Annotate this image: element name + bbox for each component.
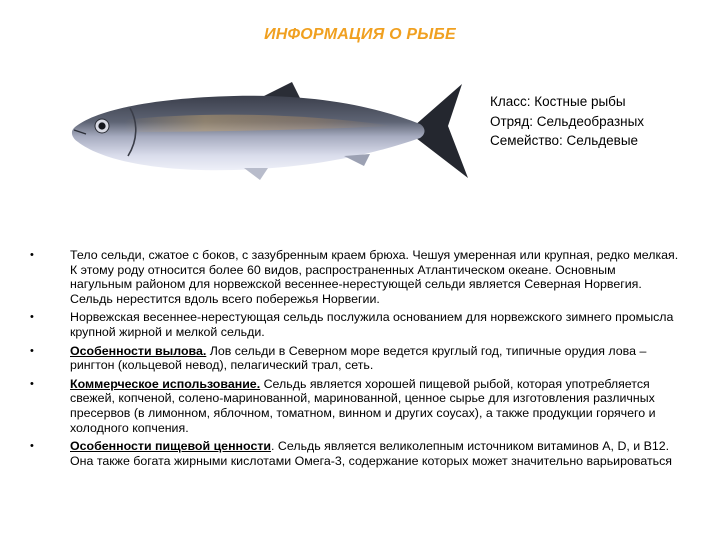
bullet-icon: •: [30, 440, 34, 453]
bullet-icon: •: [30, 311, 34, 324]
info-bullet-list: [30, 248, 680, 472]
bullet-text: Тело сельди, сжатое с боков, с зазубренным краем брюха. Чешуя умеренная или крупная, редко мелкая. К этому роду относится более 60 видов, распространенных Атлантическом океане. Основным нагульным районом для норвежской весеннее-нерестующей сельди является Северная Норвегия. Сельдь нерестится вдоль всего побережья Норвегии.: [70, 248, 679, 306]
list-item: [30, 439, 680, 468]
bullet-icon: •: [30, 249, 34, 261]
bullet-lead: Особенности пищевой ценности: [70, 439, 272, 454]
bullet-icon: •: [30, 344, 34, 357]
list-item: [30, 344, 680, 373]
list-item: [30, 377, 680, 435]
bullet-text: . Сельдь является великолепным источником витаминов A, D, и B12. Она также богата жирными кислотами Омега-3, содержание которых может значительно варьироваться: [70, 439, 672, 468]
bullet-lead: Коммерческое использование.: [70, 376, 261, 391]
page-title: ИНФОРМАЦИЯ О РЫБЕ: [264, 26, 456, 43]
classification-block: [490, 92, 644, 151]
bullet-text: Лов сельди в Северном море ведется круглый год, типичные орудия лова – рингтон (кольцевой невод), пелагический трал, сеть.: [70, 343, 647, 373]
list-item: [30, 248, 680, 306]
bullet-icon: •: [30, 377, 34, 390]
bullet-lead: Особенности вылова.: [70, 343, 207, 358]
bullet-text: Норвежская весеннее-нерестующая сельдь послужила основанием для норвежского зимнего промысла крупной жирной и мелкой сельди.: [70, 310, 674, 339]
order-label: Отряд: Сельдеобразных: [490, 113, 645, 129]
family-label: Семейство: Сельдевые: [490, 133, 639, 148]
class-label: Класс: Костные рыбы: [490, 94, 626, 109]
herring-fish-illustration: [64, 76, 474, 186]
bullet-text: Сельдь является хорошей пищевой рыбой, которая употребляется свежей, копченой, солено-маринованной, маринованной, ценное сырье для изготовления различных пресервов (в лимонном, яблочном, томатном, винном и других соусах), а также продукции горячего и холодного копчения.: [70, 376, 656, 435]
list-item: [30, 310, 680, 339]
